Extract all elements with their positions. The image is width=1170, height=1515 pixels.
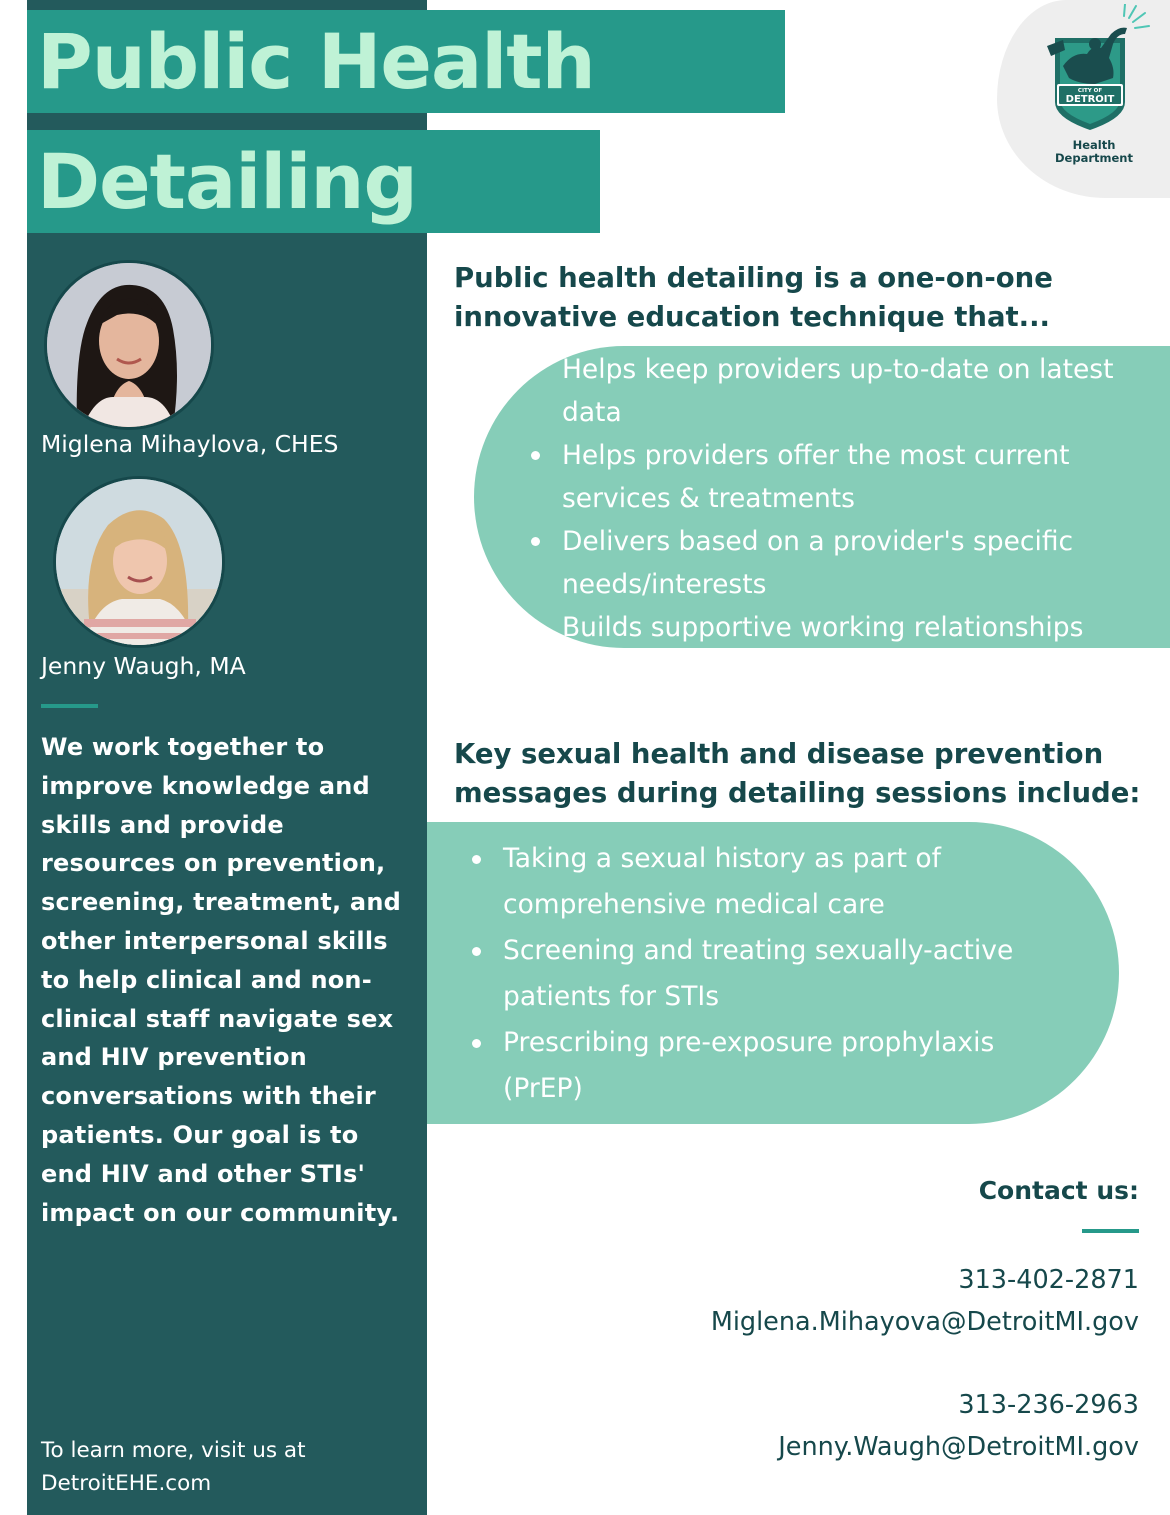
logo-department-label: Health Department (1055, 138, 1133, 165)
person-photo-icon (47, 263, 211, 427)
section2-bullet-list (472, 836, 1072, 1112)
list-item: Prescribing pre-exposure prophylaxis (PrEP) (472, 1020, 1072, 1112)
page-title-line1: Public Health (37, 16, 595, 106)
spirit-of-detroit-icon (1033, 4, 1153, 140)
list-item: Helps keep providers up-to-date on latest data (531, 348, 1161, 434)
contact-email[interactable]: Miglena.Mihayova@DetroitMI.gov (710, 1307, 1139, 1337)
detroit-health-department-logo (997, 0, 1170, 198)
about-paragraph: We work together to improve knowledge and skills and provide resources on prevention, screening, treatment, and other interpersonal skills to help clinical and non-clinical staff navigate sex and HIV prevention conversations with their patients. Our goal is to end HIV and other STIs' impact on our community. (41, 733, 401, 1227)
section2-heading: Key sexual health and disease prevention messages during detailing sessions include: (454, 738, 1141, 809)
website-link[interactable]: DetroitEHE.com (41, 1471, 212, 1496)
list-item: Builds supportive working relationships (531, 606, 1161, 649)
learn-more-text: To learn more, visit us at (41, 1438, 306, 1463)
team-member-name: Jenny Waugh, MA (41, 652, 246, 680)
section1-bullet-list (531, 348, 1161, 649)
title-bar-line2 (27, 130, 600, 233)
contact-heading: Contact us: (978, 1176, 1139, 1205)
avatar-miglena (44, 260, 214, 430)
list-item: Delivers based on a provider's specific needs/interests (531, 520, 1161, 606)
avatar-jenny (53, 476, 225, 648)
team-member-name: Miglena Mihaylova, CHES (41, 430, 339, 458)
learn-more-block (41, 1434, 401, 1500)
logo-detroit-text: DETROIT (1065, 94, 1115, 105)
logo-city-of-text: CITY OF (1077, 88, 1103, 94)
contact-phone[interactable]: 313-236-2963 (958, 1390, 1139, 1420)
section-divider (41, 704, 98, 708)
contact-email[interactable]: Jenny.Waugh@DetroitMI.gov (778, 1432, 1139, 1462)
list-item: Screening and treating sexually-active patients for STIs (472, 928, 1072, 1020)
title-bar-line1 (27, 10, 785, 113)
list-item: Taking a sexual history as part of comprehensive medical care (472, 836, 1072, 928)
person-photo-icon (56, 479, 222, 645)
list-item: Helps providers offer the most current services & treatments (531, 434, 1161, 520)
section1-heading: Public health detailing is a one-on-one innovative education technique that... (454, 262, 1053, 333)
page-title-line2: Detailing (37, 136, 417, 226)
contact-phone[interactable]: 313-402-2871 (958, 1265, 1139, 1295)
contact-divider (1082, 1229, 1139, 1233)
